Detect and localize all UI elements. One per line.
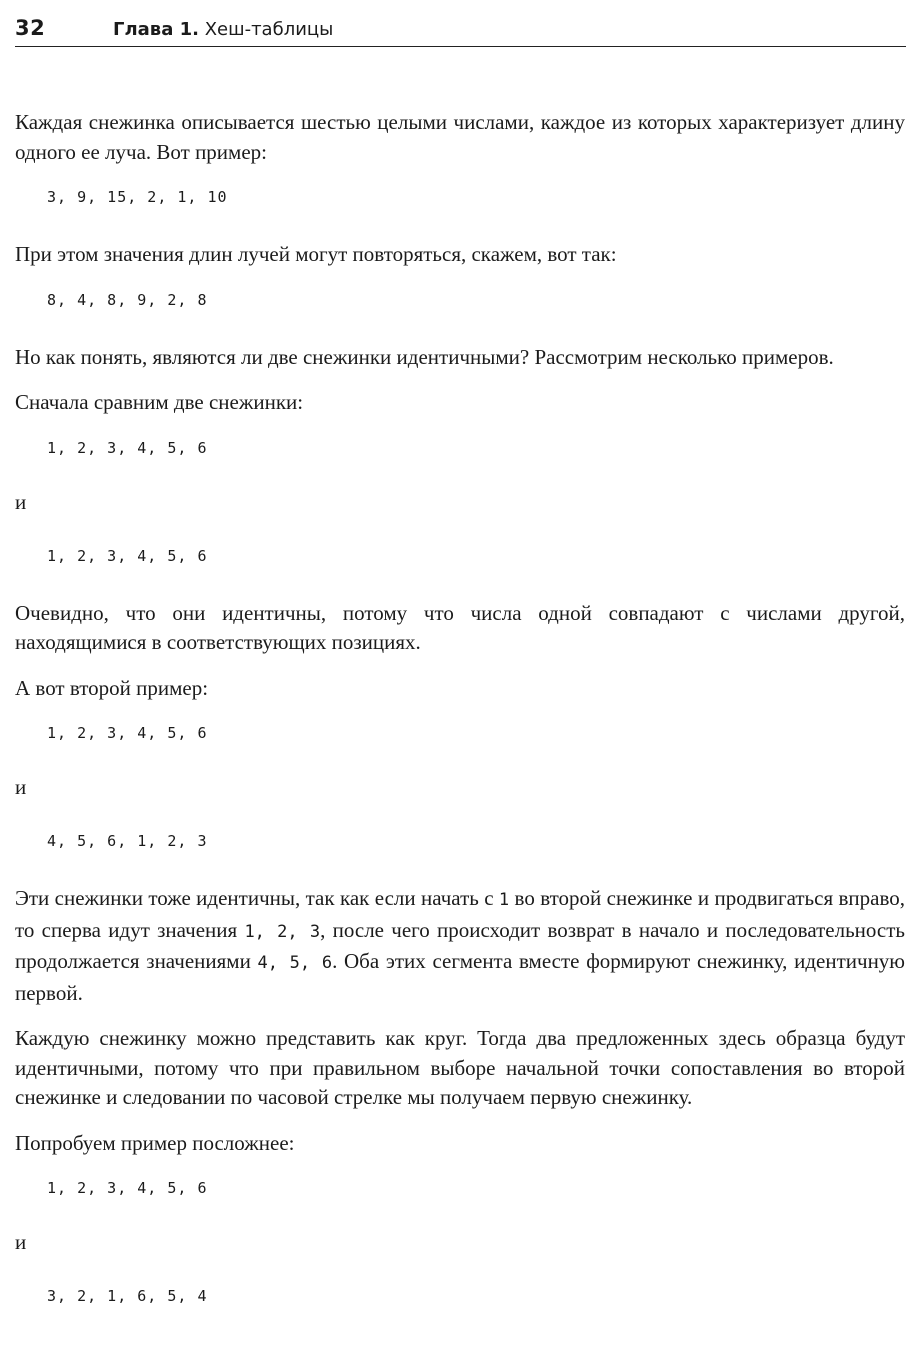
code-example: 4, 5, 6, 1, 2, 3 (47, 832, 208, 850)
page-number: 32 (15, 16, 46, 40)
inline-code: 1, 2, 3 (244, 921, 321, 942)
paragraph: Но как понять, являются ли две снежинки идентичными? Рассмотрим несколько примеров. (15, 344, 834, 369)
paragraph (15, 884, 905, 1008)
paragraph: А вот второй пример: (15, 675, 209, 700)
code-example: 1, 2, 3, 4, 5, 6 (47, 546, 208, 565)
chapter-heading (113, 19, 333, 40)
page-body (15, 108, 905, 1339)
code-example: 1, 2, 3, 4, 5, 6 (47, 1179, 208, 1197)
paragraph: Попробуем пример посложнее: (15, 1130, 295, 1155)
conjunction: и (15, 1230, 27, 1254)
code-example: 8, 4, 8, 9, 2, 8 (47, 290, 208, 309)
paragraph: Сначала сравним две снежинки: (15, 390, 304, 414)
paragraph: При этом значения длин лучей могут повторяться, скажем, вот так: (15, 242, 617, 266)
code-example: 1, 2, 3, 4, 5, 6 (47, 438, 208, 457)
inline-code: 1 (498, 890, 510, 910)
text-run: Эти снежинки тоже идентичны, так как если начать с (15, 886, 499, 910)
paragraph: Каждая снежинка описывается шестью целыми числами, каждое из которых характеризует длину одного ее луча. Вот пример: (15, 110, 905, 164)
text-run: . Оба этих сегмента вместе формируют снежинку, идентичную первой. (15, 949, 905, 1005)
code-example: 3, 2, 1, 6, 5, 4 (47, 1287, 208, 1305)
code-example: 1, 2, 3, 4, 5, 6 (47, 724, 208, 742)
chapter-title: Хеш-таблицы (204, 19, 334, 40)
inline-code: 4, 5, 6 (257, 953, 333, 973)
text-run: во второй снежинке и продвигаться вправо, то сперва идут значения (15, 886, 905, 942)
conjunction: и (15, 775, 27, 799)
code-example: 3, 9, 15, 2, 1, 10 (47, 188, 228, 206)
chapter-label: Глава 1. (113, 19, 199, 40)
conjunction: и (15, 489, 27, 514)
paragraph: Каждую снежинку можно представить как круг. Тогда два предложенных здесь образца будут идентичными, потому что при правильном выборе начальной точки сопоставления во второй снежинке и следовании по часовой стрелке мы получаем первую снежинку. (15, 1026, 905, 1109)
running-header (15, 14, 906, 47)
text-run: , после чего происходит возврат в начало и последовательность продолжается значениями (15, 917, 905, 973)
paragraph: Очевидно, что они идентичны, потому что числа одной совпадают с числами другой, находящимися в соответствующих позициях. (15, 600, 905, 654)
